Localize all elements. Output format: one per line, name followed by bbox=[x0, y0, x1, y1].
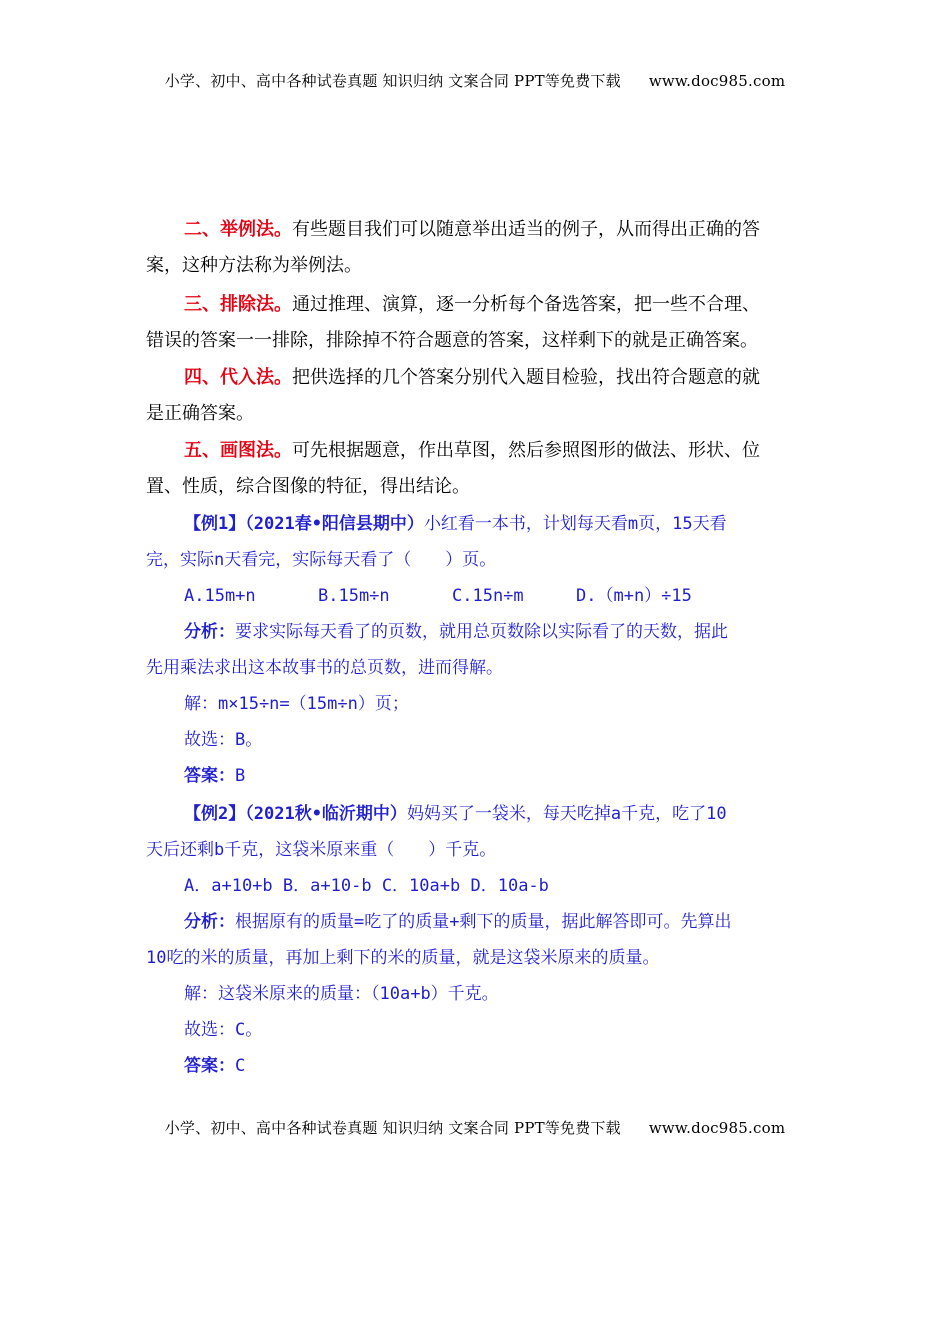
option-c: C.15n÷m bbox=[452, 586, 524, 606]
header-url: www.doc985.com bbox=[648, 72, 786, 90]
example-source: （2021春•阳信县期中） bbox=[245, 514, 424, 534]
method-text-cont: 错误的答案一一排除，排除掉不符合题意的答案，这样剩下的就是正确答案。 bbox=[146, 330, 758, 351]
example-tag: 【例2】 bbox=[184, 804, 246, 824]
method-text: 通过推理、演算，逐一分析每个备选答案，把一些不合理、 bbox=[292, 294, 760, 315]
method-example bbox=[146, 212, 806, 284]
analysis-label: 分析： bbox=[184, 622, 235, 642]
analysis-text-cont: 先用乘法求出这本故事书的总页数，进而得解。 bbox=[146, 658, 503, 678]
page-header bbox=[0, 70, 950, 91]
method-text: 可先根据题意，作出草图，然后参照图形的做法、形状、位 bbox=[292, 440, 760, 461]
example-tag: 【例1】 bbox=[184, 514, 246, 534]
choice-text: 故选：C。 bbox=[184, 1020, 263, 1040]
footer-url: www.doc985.com bbox=[648, 1119, 786, 1137]
options-row bbox=[146, 868, 806, 904]
analysis-text: 根据原有的质量=吃了的质量+剩下的质量，据此解答即可。先算出 bbox=[235, 912, 732, 932]
answer-label: 答案： bbox=[184, 1056, 235, 1076]
option-b: B.15m÷n bbox=[318, 586, 390, 606]
example-1 bbox=[146, 506, 806, 794]
question-text-cont: 天后还剩b千克，这袋米原来重（ ）千克。 bbox=[146, 840, 497, 860]
question-text: 小红看一本书，计划每天看m页，15天看 bbox=[423, 514, 727, 534]
solution-text: 解：m×15÷n=（15m÷n）页； bbox=[184, 694, 409, 714]
method-text-cont: 案，这种方法称为举例法。 bbox=[146, 255, 362, 276]
answer-value: C bbox=[235, 1056, 246, 1076]
options-row bbox=[146, 578, 806, 614]
method-title: 二、举例法。 bbox=[184, 219, 292, 240]
method-text: 把供选择的几个答案分别代入题目检验，找出符合题意的就 bbox=[292, 367, 760, 388]
analysis-text-cont: 10吃的米的质量，再加上剩下的米的质量，就是这袋米原来的质量。 bbox=[146, 948, 660, 968]
method-text-cont: 置、性质，综合图像的特征，得出结论。 bbox=[146, 476, 470, 497]
header-text: 小学、初中、高中各种试卷真题 知识归纳 文案合同 PPT等免费下载 bbox=[164, 72, 621, 90]
option-a: A.15m+n bbox=[184, 586, 256, 606]
answer-label: 答案： bbox=[184, 766, 235, 786]
method-title: 四、代入法。 bbox=[184, 367, 292, 388]
analysis-text: 要求实际每天看了的页数，就用总页数除以实际看了的天数，据此 bbox=[235, 622, 728, 642]
page-footer bbox=[0, 1117, 950, 1138]
method-title: 三、排除法。 bbox=[184, 294, 292, 315]
question-text: 妈妈买了一袋米，每天吃掉a千克，吃了10 bbox=[406, 804, 727, 824]
example-source: （2021秋•临沂期中） bbox=[245, 804, 407, 824]
question-text-cont: 完，实际n天看完，实际每天看了（ ）页。 bbox=[146, 550, 497, 570]
method-text-cont: 是正确答案。 bbox=[146, 403, 254, 424]
method-elimination bbox=[146, 287, 806, 359]
method-drawing bbox=[146, 433, 806, 505]
option-d: D.（m+n）÷15 bbox=[576, 586, 692, 606]
example-2 bbox=[146, 796, 806, 1084]
method-substitution bbox=[146, 360, 806, 432]
answer-value: B bbox=[235, 766, 246, 786]
footer-text: 小学、初中、高中各种试卷真题 知识归纳 文案合同 PPT等免费下载 bbox=[164, 1119, 621, 1137]
method-text: 有些题目我们可以随意举出适当的例子，从而得出正确的答 bbox=[292, 219, 760, 240]
option-d: D．10a-b bbox=[470, 876, 549, 896]
option-a: A．a+10+b bbox=[184, 876, 273, 896]
option-c: C．10a+b bbox=[381, 876, 461, 896]
solution-text: 解：这袋米原来的质量：（10a+b）千克。 bbox=[184, 984, 499, 1004]
choice-text: 故选：B。 bbox=[184, 730, 263, 750]
option-b: B．a+10-b bbox=[282, 876, 372, 896]
analysis-label: 分析： bbox=[184, 912, 235, 932]
method-title: 五、画图法。 bbox=[184, 440, 292, 461]
